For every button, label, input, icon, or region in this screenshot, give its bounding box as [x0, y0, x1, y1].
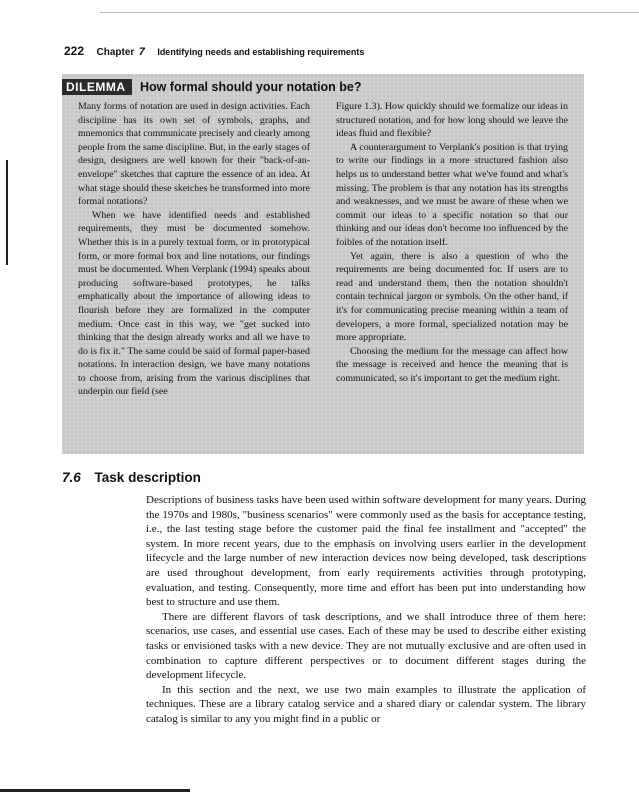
- bottom-rule: [0, 789, 190, 792]
- body-paragraph: There are different flavors of task descriptions, and we shall introduce three of them here: scenarios, use cases, and essential use cases. Each of these may be used to describe either existing tasks or envisioned tasks with a new device. They are not mutually exclusive and are often used in combination to capture different perspectives or to document different stages during the development lifecycle.: [146, 610, 586, 682]
- dilemma-paragraph: Figure 1.3). How quickly should we formalize our ideas in structured notation, and for how long should we leave the ideas fluid and flexible?: [336, 101, 568, 140]
- dilemma-paragraph: Yet again, there is also a question of who the requirements are being documented for. If users are to read and understand them, then the notation shouldn't contain technical jargon or symbols. On the other hand, if it's for communicating precise meaning within a team of developers, a more formal, specialized notation may be more appropriate.: [336, 250, 568, 344]
- dilemma-paragraph: When we have identified needs and established requirements, they must be documented somehow. Whether this is in a purely textual form, or in prototypical form, or more formal box and line notations, our findings must be documented. When Verplank (1994) speaks about producing software-based prototypes, he talks emphatically about the importance of allowing ideas to flourish before they are formalized in the computer medium. Once cast in this way, we "get sucked into thinking that the design already works and all we have to do is fix it." The same could be said of formal paper-based notations. In interaction design, we have many notations to choose from, arising from the various disciplines that underpin our field (see: [78, 209, 310, 398]
- section-heading: [62, 470, 201, 485]
- dilemma-paragraph: Choosing the medium for the message can affect how the message is received and hence the meaning that is communicated, so it's important to get the medium right.: [336, 345, 568, 384]
- dilemma-title: How formal should your notation be?: [139, 79, 362, 94]
- body-paragraph: In this section and the next, we use two main examples to illustrate the application of techniques. These are a library catalog service and a shared diary or calendar system. The library catalog is similar to any you might find in a public or: [146, 683, 586, 725]
- dilemma-box: [62, 74, 584, 454]
- chapter-label: Chapter: [96, 47, 135, 58]
- running-head: [64, 42, 364, 60]
- page-number: 222: [64, 44, 85, 58]
- dilemma-paragraph: Many forms of notation are used in design activities. Each discipline has its own set of symbols, graphs, and mnemonics that communicate precisely and clearly among people from the same discipline. But, in the early stages of design, designers are well known for their "back-of-an-envelope" sketches that capture the essence of an idea. At what stage should these sketches be transformed into more formal notations?: [78, 101, 310, 208]
- section-number: 7.6: [62, 470, 81, 485]
- body-paragraph: Descriptions of business tasks have been used within software development for many years. During the 1970s and 1980s, "business scenarios" were commonly used as the basis for acceptance testing, i.e., the last testing stage before the customer paid the final fee installment and "accepted" the system. In more recent years, due to the emphasis on involving users earlier in the development lifecycle and the large number of new interaction devices now being developed, task descriptions are used throughout development, from early requirements activities through prototyping, evaluation, and testing. Consequently, more time and effort has been put into understanding how best to structure and use them.: [146, 494, 586, 609]
- body-text: [146, 493, 586, 727]
- chapter-title: Identifying needs and establishing requirements: [157, 47, 365, 57]
- dilemma-header: [62, 78, 361, 96]
- top-rule: [100, 12, 639, 13]
- dilemma-paragraph: A counterargument to Verplank's position is that trying to write our findings in a more structured fashion also helps us to understand better what we've found and what's missing. The problem is that any notation has its strengths and weaknesses, and we must be aware of these when we commit our ideas to a specific notation so that our thinking and our ideas don't become too influenced by the foibles of the notation itself.: [336, 141, 568, 248]
- dilemma-left-column: [78, 100, 310, 399]
- dilemma-tag: DILEMMA: [62, 79, 132, 95]
- margin-bar: [6, 160, 8, 265]
- section-title: Task description: [94, 470, 201, 485]
- chapter-number: 7: [138, 46, 145, 58]
- dilemma-right-column: [336, 100, 568, 385]
